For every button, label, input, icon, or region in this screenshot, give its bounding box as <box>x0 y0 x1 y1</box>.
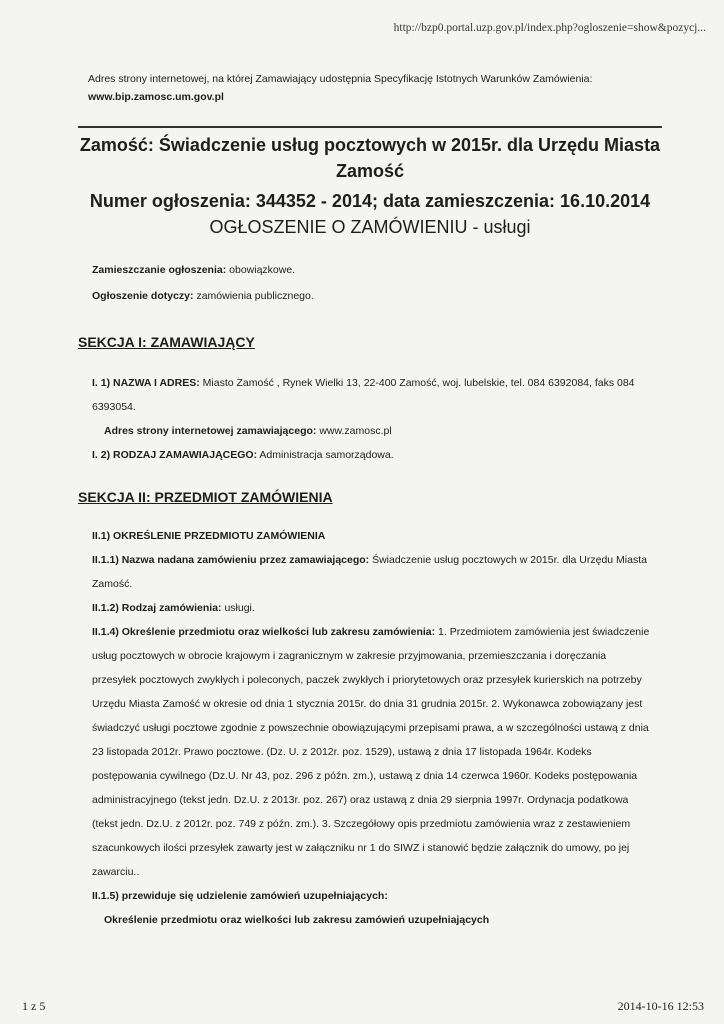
meta-concerns-label: Ogłoszenie dotyczy: <box>92 290 194 302</box>
s2-kind-value: usługi. <box>221 602 255 614</box>
s2-supp-detail-text: Określenie przedmiotu oraz wielkości lub zakresu zamówień uzupełniających <box>104 914 490 926</box>
s1-type <box>92 443 652 467</box>
s1-type-value: Administracja samorządowa. <box>257 449 394 461</box>
s2-kind-label: II.1.2) Rodzaj zamówienia: <box>92 602 222 614</box>
s2-supp-detail <box>92 908 652 932</box>
page-number: 1 z 5 <box>22 999 46 1013</box>
s1-name-address <box>92 371 652 419</box>
intro-site: www.bip.zamosc.um.gov.pl <box>88 91 224 103</box>
meta-placement <box>92 264 295 276</box>
s2-kind <box>92 596 652 620</box>
s2-subheading <box>92 524 652 548</box>
s2-subheading-text: II.1) OKREŚLENIE PRZEDMIOTU ZAMÓWIENIA <box>92 530 326 542</box>
s2-name-label: II.1.1) Nazwa nadana zamówieniu przez zamawiającego: <box>92 554 370 566</box>
section-1-heading: SEKCJA I: ZAMAWIAJĄCY <box>78 334 255 350</box>
title-line-1: Zamość: Świadczenie usług pocztowych w 2015r. dla Urzędu Miasta Zamość <box>79 135 661 181</box>
s1-name-label: I. 1) NAZWA I ADRES: <box>92 377 200 389</box>
meta-concerns-value: zamówienia publicznego. <box>193 290 314 302</box>
s1-web-value: www.zamosc.pl <box>316 425 392 437</box>
s2-name-value: Świadczenie usług pocztowych w 2015r. dla Urzędu Miasta Zamość. <box>92 554 647 590</box>
intro-text: Adres strony internetowej, na której Zamawiający udostępnia Specyfikację Istotnych Warunków Zamówienia: <box>88 73 593 85</box>
meta-placement-label: Zamieszczanie ogłoszenia: <box>92 264 227 276</box>
print-datetime: 2014-10-16 12:53 <box>617 999 704 1013</box>
notice-title <box>78 132 662 240</box>
s2-supplementary <box>92 884 652 908</box>
section-1-body <box>92 371 652 467</box>
s1-website <box>92 419 652 443</box>
title-line-2: Numer ogłoszenia: 344352 - 2014; data zamieszczenia: 16.10.2014 <box>89 191 651 211</box>
s2-name <box>92 548 652 596</box>
s1-name-value: Miasto Zamość , Rynek Wielki 13, 22-400 Zamość, woj. lubelskie, tel. 084 6392084, faks 084 6393054. <box>92 377 635 413</box>
title-rule <box>78 126 662 128</box>
meta-placement-value: obowiązkowe. <box>226 264 296 276</box>
s2-scope-label: II.1.4) Określenie przedmiotu oraz wielkości lub zakresu zamówienia: <box>92 626 436 638</box>
s1-type-label: I. 2) RODZAJ ZAMAWIAJĄCEGO: <box>92 449 258 461</box>
s2-scope <box>92 620 652 884</box>
section-2-body <box>92 524 652 932</box>
s2-scope-value: 1. Przedmiotem zamówienia jest świadczenie usług pocztowych w obrocie krajowym i zagranicznym w zakresie przyjmowania, przemieszczania i doręczania przesyłek pocztowych zwykłych i poleconych, paczek zwykłych i priorytetowych oraz przesyłek kurierskich na potrzeby Urzędu Miasta Zamość w okresie od dnia 1 stycznia 2015r. do dnia 31 grudnia 2015r. 2. Wykonawca zobowiązany jest świadczyć usługi pocztowe zgodnie z powszechnie obowiązującymi przepisami prawa, a w szczególności ustawą z dnia 23 listopada 2012r. Prawo pocztowe. (Dz. U. z 2012r. poz. 1529), ustawą z dnia 17 listopada 1964r. Kodeks postępowania cywilnego (Dz.U. Nr 43, poz. 296 z późn. zm.), ustawą z dnia 14 czerwca 1960r. Kodeks postępowania administracyjnego (tekst jedn. Dz.U. z 2013r. poz. 267) oraz ustawą z dnia 29 sierpnia 1997r. Ordynacja podatkowa (tekst jedn. Dz.U. z 2012r. poz. 749 z późn. zm.). 3. Szczegółowy opis przedmiotu zamówienia wraz z zestawieniem szacunkowych ilości przesyłek zawarty jest w załączniku nr 1 do SIWZ i stanowić będzie załącznik do umowy, po jej zawarciu.. <box>92 626 650 878</box>
title-line-3: OGŁOSZENIE O ZAMÓWIENIU - usługi <box>209 217 531 237</box>
section-2-heading: SEKCJA II: PRZEDMIOT ZAMÓWIENIA <box>78 489 333 505</box>
meta-concerns <box>92 290 314 302</box>
intro-block <box>88 70 668 106</box>
s2-supp-label: II.1.5) przewiduje się udzielenie zamówień uzupełniających: <box>92 890 388 902</box>
page-url: http://bzp0.portal.uzp.gov.pl/index.php?ogloszenie=show&pozycj... <box>393 22 706 34</box>
s1-web-label: Adres strony internetowej zamawiającego: <box>104 425 317 437</box>
